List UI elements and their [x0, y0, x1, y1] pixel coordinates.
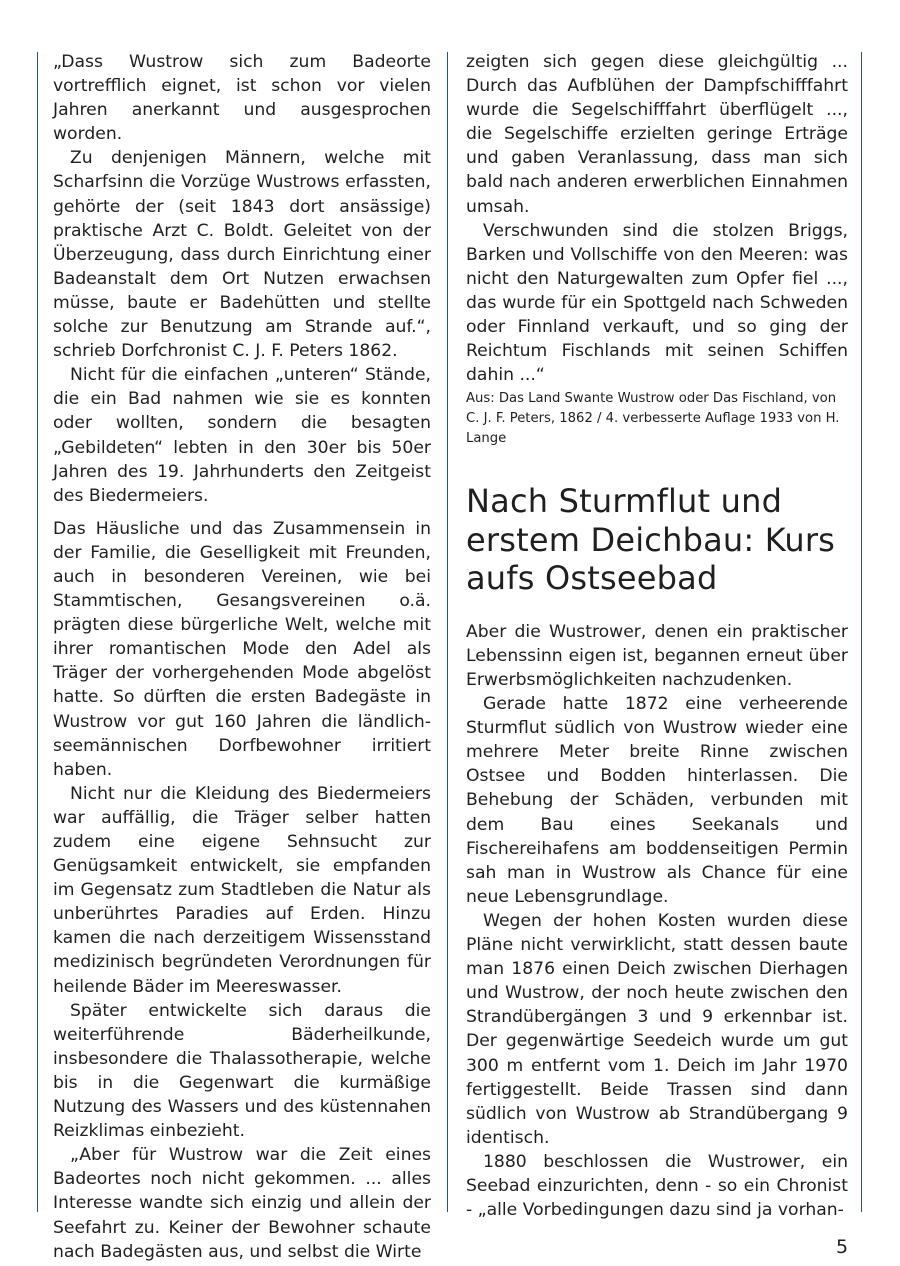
source-citation: Aus: Das Land Swante Wustrow oder Das Fischland, von C. J. F. Peters, 1862 / 4. verbesserte Auflage 1933 von H. Lange: [466, 391, 840, 447]
left-column: [53, 50, 431, 1264]
column-divider-rule: [447, 52, 448, 1212]
body-paragraph: Wegen der hohen Kosten wurden diese Pläne nicht verwirklicht, statt dessen baute man 1876 einen Deich zwischen Dierhagen und Wustrow, der noch heute zwischen den Strandübergängen 3 und 9 erkennbar ist. Der gegenwärtige Seedeich wurde um gut 300 m entfernt vom 1. Deich im Jahr 1970 fertiggestellt. Beide Trassen sind dann südlich von Wustrow ab Strandübergang 9 identisch.: [466, 910, 848, 1148]
right-column: [466, 50, 848, 1222]
body-paragraph: Nicht für die einfachen „unteren“ Stände, die ein Bad nahmen wie sie es konnten oder wollten, sondern die besagten „Gebildeten“ lebten in den 30er bis 50er Jahren des 19. Jahrhunderts den Zeitgeist des Biedermeiers.: [53, 365, 431, 506]
body-paragraph: Später entwickelte sich daraus die weiterführende Bäderheilkunde, insbesondere die Thalassotherapie, welche bis in die Gegenwart die kurmäßige Nutzung des Wassers und des küstennahen Reizklimas einbezieht.: [53, 1000, 431, 1142]
body-paragraph: 1880 beschlossen die Wustrower, ein Seebad einzurichten, denn - so ein Chronist - „alle Vorbedingungen dazu sind ja vorhan-: [466, 1151, 848, 1221]
section-heading: Nach Sturmflut und erstem Deichbau: Kurs aufs Ostseebad: [466, 482, 836, 598]
body-paragraph: Gerade hatte 1872 eine verheerende Sturmflut südlich von Wustrow wieder eine mehrere Meter breite Rinne zwischen Ostsee und Bodden hinterlassen. Die Behebung der Schäden, verbunden mit dem Bau eines Seekanals und Fischereihafens am boddenseitigen Permin sah man in Wustrow als Chance für eine neue Lebensgrundlage.: [466, 694, 848, 907]
body-paragraph: Das Häusliche und das Zusammensein in der Familie, die Geselligkeit mit Freunden, auch in besonderen Vereinen, wie bei Stammtischen, Gesangsvereinen o.ä. prägten diese bürgerliche Welt, welche mit ihrer romantischen Mode den Adel als Träger der vorhergehenden Mode abgelöst hatte. So dürften die ersten Badegäste in Wustrow vor gut 160 Jahren die ländlich-seemännischen Dorfbewohner irritiert haben.: [53, 518, 431, 780]
body-paragraph: Aber die Wustrower, denen ein praktischer Lebenssinn eigen ist, begannen erneut über Erwerbsmöglichkeiten nachzudenken.: [466, 621, 848, 690]
body-paragraph: zeigten sich gegen diese gleichgültig ... Durch das Aufblühen der Dampfschifffahrt wurde die Segelschifffahrt überflügelt ..., die Segelschiffe erzielten geringe Erträge und gaben Veranlassung, dass man sich bald nach anderen erwerblichen Einnahmen umsah.: [466, 52, 848, 217]
body-paragraph: „Aber für Wustrow war die Zeit eines Badeortes noch nicht gekommen. ... alles Interesse wandte sich einzig und allein der Seefahrt zu. Keiner der Bewohner schaute nach Badegästen aus, und selbst die Wirte: [53, 1145, 431, 1262]
body-paragraph: Zu denjenigen Männern, welche mit Scharfsinn die Vorzüge Wustrows erfassten, gehörte der (seit 1843 dort ansässige) praktische Arzt C. Boldt. Geleitet von der Überzeugung, dass durch Einrichtung einer Badeanstalt dem Ort Nutzen erwachsen müsse, baute er Badehütten und stellte solche zur Benutzung am Strande auf.“, schrieb Dorfchronist C. J. F. Peters 1862.: [53, 148, 431, 362]
body-paragraph: Nicht nur die Kleidung des Biedermeiers war auffällig, die Träger selber hatten zudem eine eigene Sehnsucht zur Genügsamkeit entwickelt, sie empfanden im Gegensatz zum Stadtleben die Natur als unberührtes Paradies auf Erden. Hinzu kamen die nach derzeitigem Wissensstand medizinisch begründeten Verordnungen für heilende Bäder im Meereswasser.: [53, 783, 431, 997]
body-paragraph: Verschwunden sind die stolzen Briggs, Barken und Vollschiffe von den Meeren: was nicht den Naturgewalten zum Opfer fiel ..., das wurde für ein Spottgeld nach Schweden oder Finnland verkauft, und so ging der Reichtum Fischlands mit seinen Schiffen dahin ...“: [466, 220, 848, 386]
left-margin-rule: [37, 52, 38, 1212]
body-paragraph: „Dass Wustrow sich zum Badeorte vortrefflich eignet, ist schon vor vielen Jahren anerkannt und ausgesprochen worden.: [53, 52, 431, 145]
page-number: 5: [836, 1236, 849, 1258]
right-margin-rule: [861, 52, 862, 1212]
